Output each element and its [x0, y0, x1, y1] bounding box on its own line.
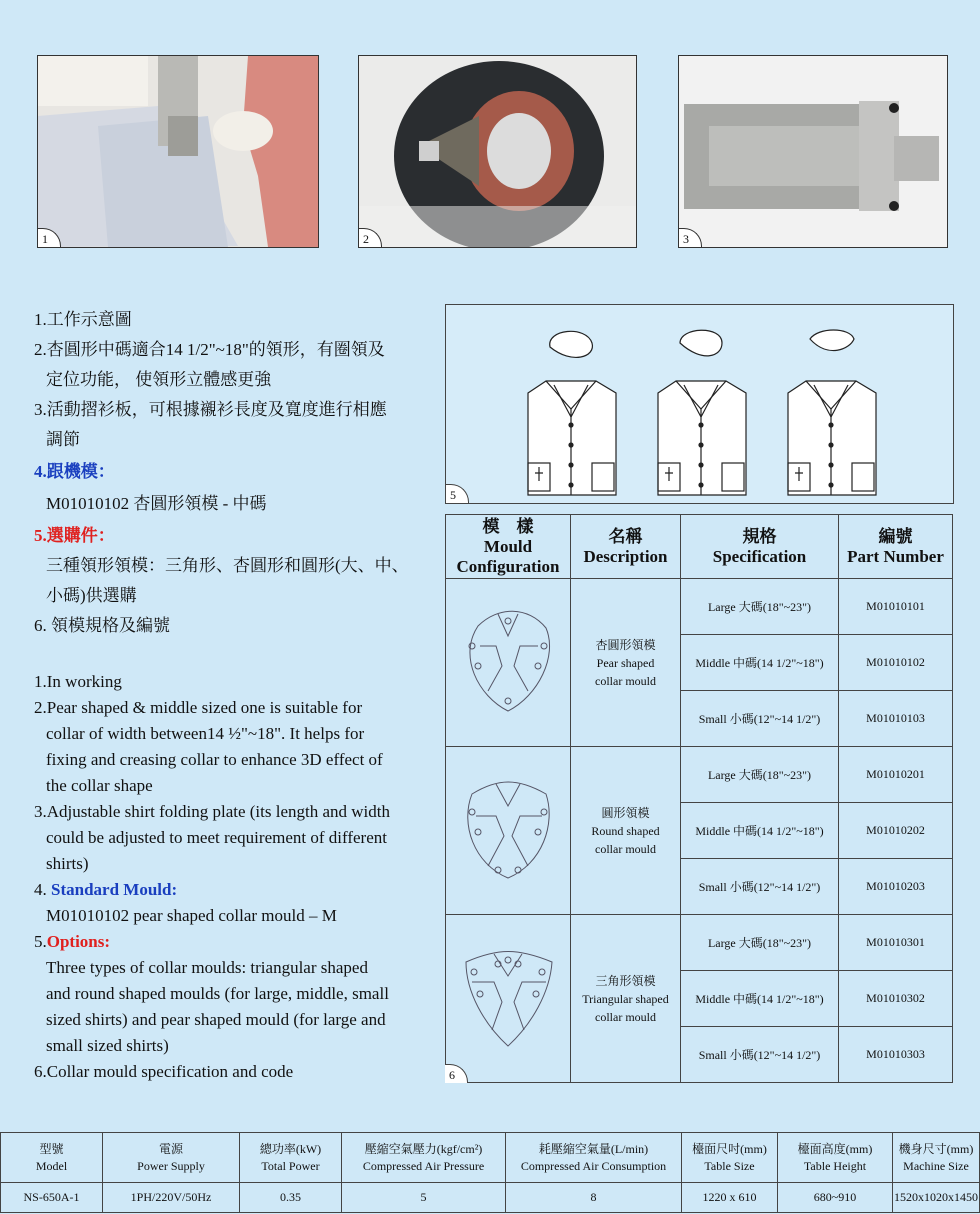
- en-standard-mould-label: Standard Mould:: [51, 880, 178, 899]
- shirt-round-illustration: [658, 381, 746, 495]
- mould-name-en: collar mould: [595, 1009, 656, 1024]
- en-item-3-line-1: 3.Adjustable shirt folding plate (its length and width: [34, 802, 391, 821]
- shirt-triangular-illustration: [788, 381, 876, 495]
- en-standard-mould-value: M01010102 pear shaped collar mould – M: [46, 906, 337, 925]
- en-item-6: 6.Collar mould specification and code: [34, 1062, 294, 1081]
- table-height-value: 680~910: [778, 1183, 893, 1213]
- mould-spec-table-wrap: [445, 514, 953, 1083]
- mould-image-cell: [446, 747, 571, 915]
- diagram-number: 5: [446, 484, 469, 503]
- mould-name-zh: 杏圓形領模: [595, 637, 656, 652]
- footer-header-zh: 檯面高度(mm): [797, 1141, 873, 1156]
- mould-name-en: Pear shaped: [596, 655, 655, 670]
- photo-in-working: [37, 55, 319, 248]
- header-description-en: Description: [583, 546, 668, 566]
- header-part-number-en: Part Number: [847, 546, 944, 566]
- header-part-number: [839, 515, 953, 579]
- mould-image-cell: [446, 579, 571, 747]
- header-description-zh: 名稱: [608, 526, 643, 546]
- footer-header-en: Machine Size: [903, 1158, 969, 1173]
- table-row: [446, 915, 953, 971]
- part-number-cell: M01010301: [839, 915, 953, 971]
- en-item-2-line-2: collar of width between14 ½"~18". It helps for: [46, 724, 365, 743]
- zh-item-6: 6. 領模規格及編號: [34, 616, 170, 635]
- header-configuration-en: Configuration: [456, 556, 560, 576]
- zh-item-1: 1.工作示意圖: [34, 310, 132, 329]
- footer-header-zh: 機身尺寸(mm): [898, 1141, 974, 1156]
- zh-item-3-line-2: 調節: [46, 430, 80, 449]
- footer-header-zh: 型號: [39, 1141, 64, 1156]
- en-item-4-number: 4.: [34, 880, 51, 899]
- photo-folding-plate: [678, 55, 948, 248]
- footer-header-cell: [682, 1133, 778, 1183]
- mould-name-zh: 圓形領模: [601, 805, 650, 820]
- footer-header-en: Total Power: [261, 1158, 320, 1173]
- header-mould-en: Mould: [483, 536, 533, 556]
- table-size-value: 1220 x 610: [682, 1183, 778, 1213]
- table-number: 6: [445, 1064, 468, 1083]
- zh-item-2-line-2: 定位功能， 使領形立體感更強: [46, 370, 272, 389]
- size-cell: Small 小碼(12"~14 1/2"): [681, 691, 839, 747]
- en-item-5-number: 5.: [34, 932, 47, 951]
- mould-name-zh: 三角形領模: [595, 973, 656, 988]
- chinese-description: [34, 305, 434, 641]
- triangular-mould-drawing: [458, 942, 558, 1052]
- part-number-cell: M01010202: [839, 803, 953, 859]
- shirt-pear-illustration: [528, 381, 616, 495]
- photo-collar-mould: [358, 55, 637, 248]
- en-options-line-1: Three types of collar moulds: triangular shaped: [46, 958, 368, 977]
- mould-name-cell: [571, 579, 681, 747]
- mould-name-cell: [571, 915, 681, 1083]
- en-item-2-line-3: fixing and creasing collar to enhance 3D effect of: [46, 750, 383, 769]
- zh-options-label: 選購件：: [46, 526, 115, 545]
- air-consumption-value: 8: [506, 1183, 682, 1213]
- footer-header-cell: [778, 1133, 893, 1183]
- air-pressure-value: 5: [342, 1183, 506, 1213]
- size-cell: Large 大碼(18"~23"): [681, 915, 839, 971]
- zh-standard-mould-value: M01010102 杏圓形領模 - 中碼: [46, 494, 267, 513]
- pear-collar-shape: [550, 331, 593, 357]
- footer-header-en: Compressed Air Pressure: [362, 1158, 485, 1173]
- footer-header-zh: 耗壓縮空氣量(L/min): [538, 1141, 649, 1156]
- footer-header-row: [1, 1133, 980, 1183]
- machine-size-value: 1520x1020x1450: [893, 1183, 980, 1213]
- en-options-label: Options:: [46, 932, 111, 951]
- footer-header-zh: 壓縮空氣壓力(kgf/cm²): [364, 1141, 483, 1156]
- mould-name-en: Round shaped: [591, 823, 660, 838]
- mould-name-en: Triangular shaped: [582, 991, 669, 1006]
- part-number-cell: M01010201: [839, 747, 953, 803]
- round-collar-shape: [680, 330, 722, 356]
- table-header-row: [446, 515, 953, 579]
- photo-number: 3: [679, 228, 702, 247]
- zh-item-4: [34, 457, 434, 487]
- zh-item-2-line-1: 2.杏圓形中碼適合14 1/2"~18"的領形，有圈領及: [34, 340, 385, 359]
- zh-item-5: [34, 521, 434, 551]
- zh-item-4-number: 4.: [34, 462, 47, 481]
- header-part-number-zh: 編號: [878, 526, 913, 546]
- size-cell: Large 大碼(18"~23"): [681, 747, 839, 803]
- mould-image-cell: [446, 915, 571, 1083]
- footer-header-cell: [893, 1133, 980, 1183]
- footer-header-cell: [1, 1133, 103, 1183]
- size-cell: Large 大碼(18"~23"): [681, 579, 839, 635]
- footer-header-en: Compressed Air Consumption: [520, 1158, 667, 1173]
- header-mould-zh: 模 樣: [482, 516, 534, 536]
- en-options-line-2: and round shaped moulds (for large, middle, small: [46, 984, 389, 1003]
- zh-item-5-number: 5.: [34, 526, 47, 545]
- mould-name-en: collar mould: [595, 841, 656, 856]
- round-mould-drawing: [458, 774, 558, 884]
- en-item-2-line-1: 2.Pear shaped & middle sized one is suitable for: [34, 698, 363, 717]
- en-item-3-line-2: could be adjusted to meet requirement of different: [46, 828, 387, 847]
- size-cell: Middle 中碼(14 1/2"~18"): [681, 803, 839, 859]
- part-number-cell: M01010101: [839, 579, 953, 635]
- part-number-cell: M01010102: [839, 635, 953, 691]
- footer-header-cell: [103, 1133, 240, 1183]
- footer-header-cell: [240, 1133, 342, 1183]
- mould-name-en: collar mould: [595, 673, 656, 688]
- mould-spec-table: [445, 514, 953, 1083]
- header-description: [571, 515, 681, 579]
- pear-mould-drawing: [458, 606, 558, 716]
- size-cell: Middle 中碼(14 1/2"~18"): [681, 635, 839, 691]
- footer-header-zh: 檯面尺吋(mm): [692, 1141, 767, 1156]
- header-specification: [681, 515, 839, 579]
- power-supply-value: 1PH/220V/50Hz: [103, 1183, 240, 1213]
- footer-header-en: Table Height: [803, 1158, 867, 1173]
- header-specification-en: Specification: [712, 546, 807, 566]
- en-options-line-3: sized shirts) and pear shaped mould (for large and: [46, 1010, 386, 1029]
- footer-header-cell: [342, 1133, 506, 1183]
- photo-number: 2: [359, 228, 382, 247]
- header-specification-zh: 規格: [742, 526, 777, 546]
- photo-number: 1: [38, 228, 61, 247]
- en-item-2-line-4: the collar shape: [46, 776, 153, 795]
- en-item-3-line-3: shirts): [46, 854, 89, 873]
- footer-header-en: Model: [35, 1158, 68, 1173]
- footer-header-zh: 總功率(kW): [259, 1141, 322, 1156]
- en-item-1: 1.In working: [34, 672, 122, 691]
- part-number-cell: M01010303: [839, 1027, 953, 1083]
- en-item-4: [34, 877, 434, 903]
- footer-header-zh: 電源: [158, 1141, 183, 1156]
- en-item-5: [34, 929, 434, 955]
- table-row: [446, 747, 953, 803]
- footer-header-cell: [506, 1133, 682, 1183]
- part-number-cell: M01010302: [839, 971, 953, 1027]
- footer-header-en: Table Size: [704, 1158, 755, 1173]
- total-power-value: 0.35: [240, 1183, 342, 1213]
- part-number-cell: M01010203: [839, 859, 953, 915]
- part-number-cell: M01010103: [839, 691, 953, 747]
- machine-spec-table: [0, 1132, 980, 1213]
- zh-standard-mould-label: 跟機模：: [46, 462, 115, 481]
- footer-value-row: [1, 1183, 980, 1213]
- footer-specs: [0, 1132, 980, 1214]
- size-cell: Small 小碼(12"~14 1/2"): [681, 859, 839, 915]
- header-mould-configuration: [446, 515, 571, 579]
- size-cell: Small 小碼(12"~14 1/2"): [681, 1027, 839, 1083]
- triangular-collar-shape: [810, 330, 854, 351]
- footer-header-en: Power Supply: [137, 1158, 205, 1173]
- en-options-line-4: small sized shirts): [46, 1036, 169, 1055]
- model-value: NS-650A-1: [1, 1183, 103, 1213]
- zh-options-line-2: 小碼)供選購: [46, 586, 137, 605]
- table-row: [446, 579, 953, 635]
- zh-item-3-line-1: 3.活動摺衫板，可根據襯衫長度及寬度進行相應: [34, 400, 387, 419]
- english-description: [34, 669, 434, 1085]
- mould-name-cell: [571, 747, 681, 915]
- size-cell: Middle 中碼(14 1/2"~18"): [681, 971, 839, 1027]
- zh-options-line-1: 三種領形領模：三角形、杏圓形和圓形(大、中、: [46, 556, 409, 575]
- collar-shape-diagram: [445, 304, 954, 504]
